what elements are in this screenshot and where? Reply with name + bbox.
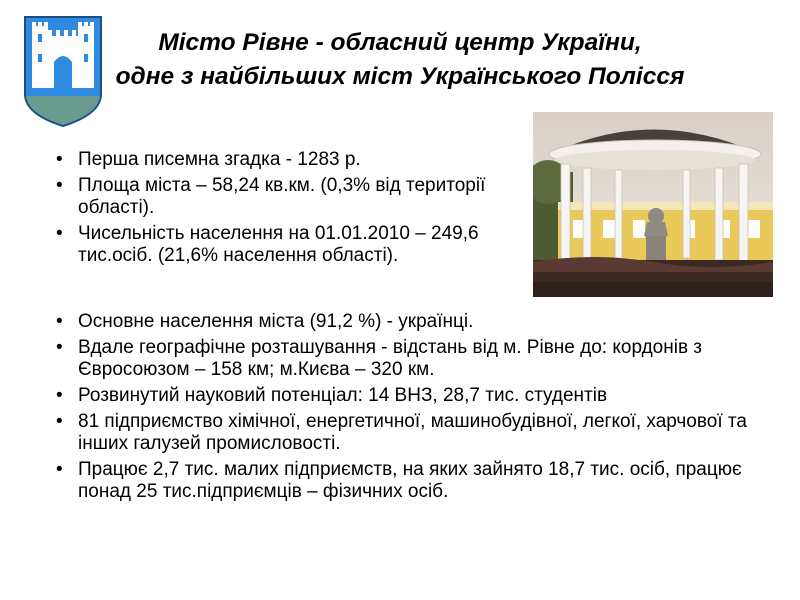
bullet-list-top bbox=[54, 149, 524, 271]
list-item: • Вдале географічне розташування - відстань від м. Рівне до: кордонів з Євросоюзом – 158 км; м.Києва – 320 км. bbox=[54, 337, 784, 381]
list-item: • Основне населення міста (91,2 %) - українці. bbox=[54, 311, 784, 333]
list-item: • Розвинутий науковий потенціал: 14 ВНЗ, 28,7 тис. студентів bbox=[54, 385, 784, 407]
list-item: • Площа міста – 58,24 кв.км. (0,3% від території області). bbox=[54, 175, 524, 219]
rotunda-photo bbox=[533, 112, 773, 297]
bullet-list-bottom bbox=[54, 311, 784, 507]
list-item: • Перша писемна згадка - 1283 р. bbox=[54, 149, 524, 171]
list-item: • Чисельність населення на 01.01.2010 – 249,6 тис.осіб. (21,6% населення області). bbox=[54, 223, 524, 267]
slide-title bbox=[0, 26, 800, 94]
title-line-2: одне з найбільших міст Українського Полісся bbox=[115, 63, 685, 90]
title-line-1: Місто Рівне - обласний центр України, bbox=[158, 29, 642, 56]
list-item: • 81 підприємство хімічної, енергетичної, машинобудівної, легкої, харчової та інших галузей промисловості. bbox=[54, 411, 784, 455]
list-item: • Працює 2,7 тис. малих підприємств, на яких зайнято 18,7 тис. осіб, працює понад 25 тис.підприємців – фізичних осіб. bbox=[54, 459, 784, 503]
